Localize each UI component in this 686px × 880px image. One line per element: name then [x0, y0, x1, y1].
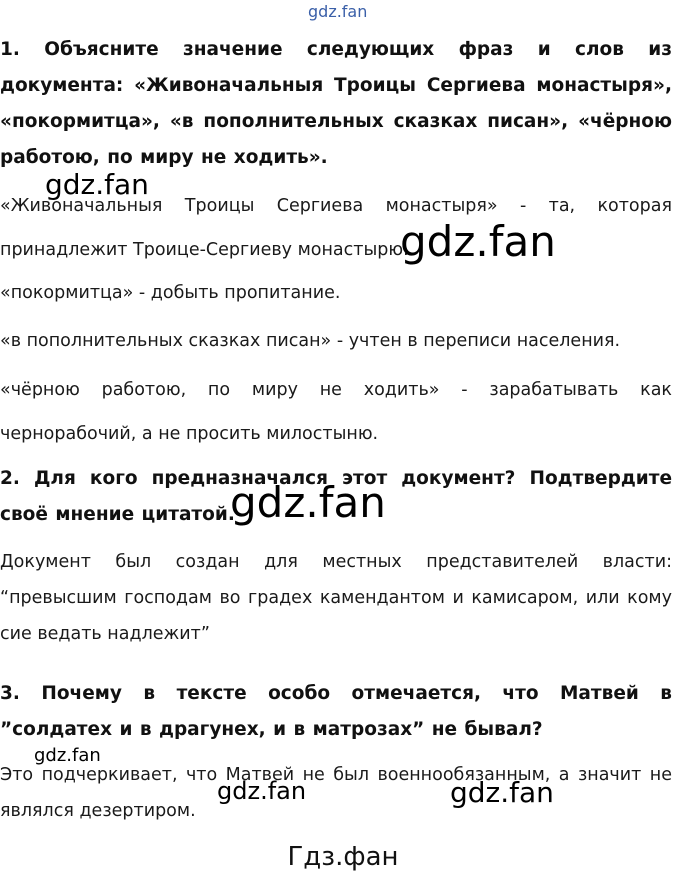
watermark: gdz.fan [450, 776, 554, 809]
answer-3: Это подчеркивает, что Матвей не был военнообязанным, а значит не являлся дезертиром. [0, 765, 672, 821]
answer-2: Документ был создан для местных представителей власти: “превысшим господам во градех камендантом и камисаром, или кому сие ведать надлежит” [0, 552, 672, 644]
watermark: gdz.fan [34, 745, 101, 766]
answer-1-item-2: «покормитца» - добыть пропитание. [0, 283, 341, 303]
watermark: gdz.fan [45, 168, 149, 201]
answer-1-item-1: «Живоначальныя Троицы Сергиева монастыря» - та, которая принадлежит Троице-Сергиеву монастырю. [0, 196, 672, 260]
watermark: gdz.fan [230, 478, 386, 527]
footer-site-name: Гдз.фан [287, 842, 399, 872]
question-1: 1. Объясните значение следующих фраз и слов из документа: «Живоначальныя Троицы Сергиева монастыря», «покормитца», «в пополнительных сказках писан», «чёрною работою, по миру не ходить». [0, 39, 672, 168]
answer-1-item-3: «в пополнительных сказках писан» - учтен в переписи населения. [0, 331, 621, 351]
watermark: gdz.fan [217, 777, 307, 805]
watermark: gdz.fan [400, 217, 556, 266]
question-2: 2. Для кого предназначался этот документ? Подтвердите своё мнение цитатой. [0, 468, 672, 525]
watermark-top: gdz.fan [308, 2, 368, 21]
answer-1-item-4: «чёрною работою, по миру не ходить» - зарабатывать как чернорабочий, а не просить милостыню. [0, 380, 672, 444]
question-3: 3. Почему в тексте особо отмечается, что Матвей в ”солдатех и в драгунех, и в матрозах” не бывал? [0, 683, 672, 740]
